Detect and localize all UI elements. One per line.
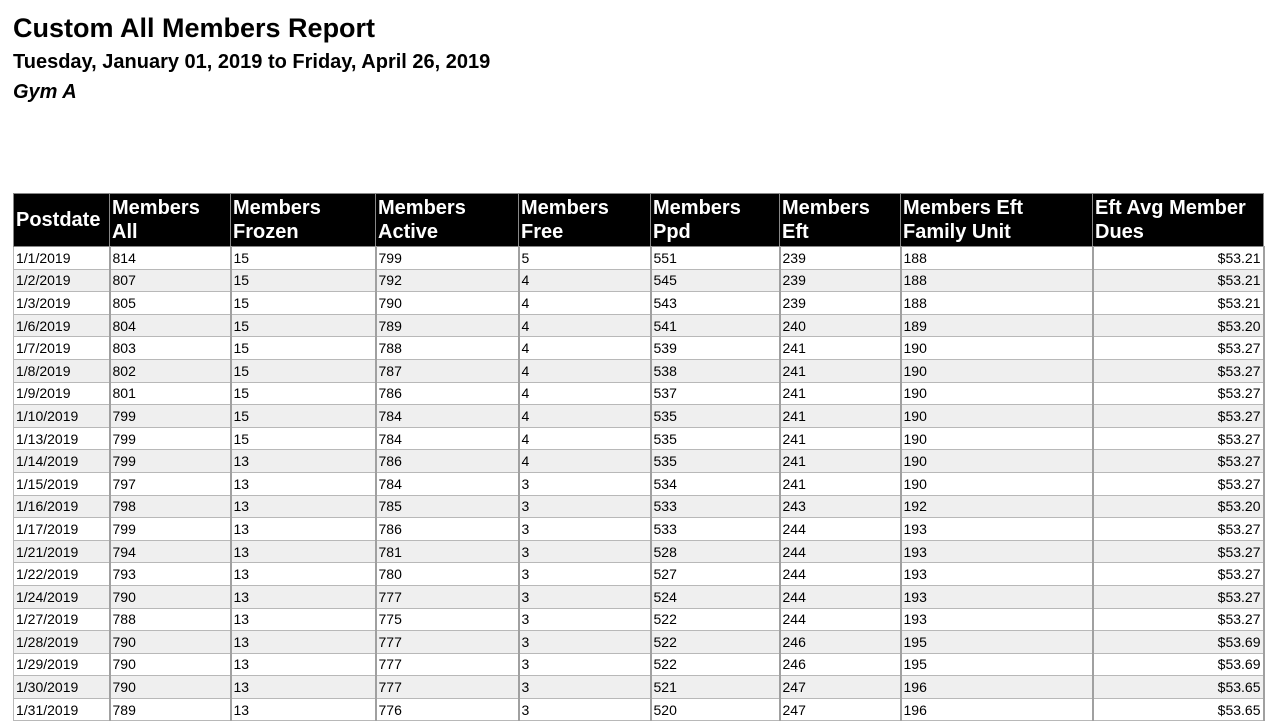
cell-members-frozen: 15 xyxy=(231,382,376,405)
table-row xyxy=(14,631,1264,654)
table-row xyxy=(14,585,1264,608)
cell-members-ppd: 533 xyxy=(651,518,780,541)
cell-members-ppd: 520 xyxy=(651,698,780,721)
cell-members-eft-family-unit: 188 xyxy=(901,247,1093,270)
cell-postdate: 1/2/2019 xyxy=(14,269,110,292)
cell-members-frozen: 13 xyxy=(231,472,376,495)
cell-members-free: 3 xyxy=(519,563,651,586)
cell-members-eft: 244 xyxy=(780,585,901,608)
table-row xyxy=(14,450,1264,473)
table-row xyxy=(14,676,1264,699)
cell-members-eft: 241 xyxy=(780,427,901,450)
cell-members-all: 799 xyxy=(110,405,231,428)
cell-members-all: 801 xyxy=(110,382,231,405)
table-row xyxy=(14,292,1264,315)
cell-members-eft: 243 xyxy=(780,495,901,518)
cell-members-eft-family-unit: 190 xyxy=(901,382,1093,405)
cell-members-active: 777 xyxy=(376,631,519,654)
cell-members-all: 798 xyxy=(110,495,231,518)
cell-members-frozen: 15 xyxy=(231,292,376,315)
cell-members-frozen: 13 xyxy=(231,540,376,563)
cell-members-free: 3 xyxy=(519,495,651,518)
cell-members-active: 786 xyxy=(376,450,519,473)
cell-eft-avg-member-dues: $53.65 xyxy=(1093,676,1264,699)
cell-postdate: 1/6/2019 xyxy=(14,314,110,337)
cell-members-frozen: 13 xyxy=(231,653,376,676)
cell-members-frozen: 13 xyxy=(231,518,376,541)
table-row xyxy=(14,563,1264,586)
table-row xyxy=(14,427,1264,450)
cell-members-all: 807 xyxy=(110,269,231,292)
table-row xyxy=(14,472,1264,495)
cell-members-eft-family-unit: 190 xyxy=(901,337,1093,360)
cell-members-frozen: 15 xyxy=(231,405,376,428)
cell-postdate: 1/21/2019 xyxy=(14,540,110,563)
cell-members-active: 775 xyxy=(376,608,519,631)
cell-members-free: 4 xyxy=(519,359,651,382)
cell-members-eft-family-unit: 193 xyxy=(901,608,1093,631)
cell-members-eft: 244 xyxy=(780,518,901,541)
cell-eft-avg-member-dues: $53.27 xyxy=(1093,359,1264,382)
cell-members-active: 786 xyxy=(376,518,519,541)
cell-eft-avg-member-dues: $53.27 xyxy=(1093,427,1264,450)
table-header-row xyxy=(14,194,1264,247)
cell-members-eft: 240 xyxy=(780,314,901,337)
cell-members-active: 781 xyxy=(376,540,519,563)
cell-members-all: 789 xyxy=(110,698,231,721)
cell-members-all: 793 xyxy=(110,563,231,586)
cell-members-active: 776 xyxy=(376,698,519,721)
cell-members-frozen: 13 xyxy=(231,450,376,473)
cell-members-eft-family-unit: 195 xyxy=(901,631,1093,654)
table-row xyxy=(14,359,1264,382)
report-header xyxy=(13,10,490,106)
cell-members-eft: 246 xyxy=(780,631,901,654)
cell-members-frozen: 15 xyxy=(231,359,376,382)
cell-members-eft: 246 xyxy=(780,653,901,676)
column-header-postdate: Postdate xyxy=(14,194,110,247)
cell-members-all: 797 xyxy=(110,472,231,495)
members-table-container xyxy=(13,193,1263,721)
cell-postdate: 1/8/2019 xyxy=(14,359,110,382)
cell-members-eft: 241 xyxy=(780,337,901,360)
cell-members-all: 794 xyxy=(110,540,231,563)
cell-members-ppd: 545 xyxy=(651,269,780,292)
cell-members-free: 5 xyxy=(519,247,651,270)
column-header-eft-avg-member-dues: Eft Avg Member Dues xyxy=(1093,194,1264,247)
cell-postdate: 1/30/2019 xyxy=(14,676,110,699)
cell-members-frozen: 13 xyxy=(231,563,376,586)
cell-postdate: 1/31/2019 xyxy=(14,698,110,721)
cell-members-ppd: 537 xyxy=(651,382,780,405)
cell-members-eft-family-unit: 192 xyxy=(901,495,1093,518)
table-row xyxy=(14,314,1264,337)
cell-members-free: 4 xyxy=(519,405,651,428)
report-date-range: Tuesday, January 01, 2019 to Friday, April 26, 2019 xyxy=(13,51,491,73)
cell-postdate: 1/15/2019 xyxy=(14,472,110,495)
cell-members-active: 799 xyxy=(376,247,519,270)
cell-members-ppd: 522 xyxy=(651,608,780,631)
cell-eft-avg-member-dues: $53.27 xyxy=(1093,608,1264,631)
table-body xyxy=(14,247,1264,721)
cell-eft-avg-member-dues: $53.27 xyxy=(1093,518,1264,541)
cell-members-ppd: 539 xyxy=(651,337,780,360)
cell-members-ppd: 541 xyxy=(651,314,780,337)
cell-members-eft-family-unit: 196 xyxy=(901,676,1093,699)
cell-members-eft: 241 xyxy=(780,472,901,495)
cell-postdate: 1/17/2019 xyxy=(14,518,110,541)
cell-members-frozen: 15 xyxy=(231,314,376,337)
cell-members-eft: 239 xyxy=(780,269,901,292)
column-header-members-eft: Members Eft xyxy=(780,194,901,247)
cell-eft-avg-member-dues: $53.27 xyxy=(1093,540,1264,563)
cell-members-eft-family-unit: 190 xyxy=(901,450,1093,473)
cell-members-ppd: 527 xyxy=(651,563,780,586)
table-row xyxy=(14,269,1264,292)
report-location: Gym A xyxy=(13,81,77,103)
cell-members-free: 3 xyxy=(519,540,651,563)
cell-members-ppd: 528 xyxy=(651,540,780,563)
cell-members-free: 3 xyxy=(519,653,651,676)
cell-members-all: 790 xyxy=(110,585,231,608)
column-header-members-active: Members Active xyxy=(376,194,519,247)
cell-members-active: 780 xyxy=(376,563,519,586)
cell-members-eft: 244 xyxy=(780,608,901,631)
cell-members-active: 790 xyxy=(376,292,519,315)
cell-eft-avg-member-dues: $53.27 xyxy=(1093,382,1264,405)
column-header-members-frozen: Members Frozen xyxy=(231,194,376,247)
cell-members-frozen: 15 xyxy=(231,247,376,270)
cell-postdate: 1/27/2019 xyxy=(14,608,110,631)
table-row xyxy=(14,337,1264,360)
cell-members-frozen: 13 xyxy=(231,698,376,721)
cell-members-active: 788 xyxy=(376,337,519,360)
cell-members-eft-family-unit: 190 xyxy=(901,405,1093,428)
cell-members-ppd: 533 xyxy=(651,495,780,518)
cell-members-free: 3 xyxy=(519,608,651,631)
cell-members-free: 3 xyxy=(519,676,651,699)
table-row xyxy=(14,405,1264,428)
cell-members-free: 4 xyxy=(519,292,651,315)
cell-members-all: 804 xyxy=(110,314,231,337)
cell-members-eft: 241 xyxy=(780,405,901,428)
table-row xyxy=(14,518,1264,541)
cell-members-active: 777 xyxy=(376,585,519,608)
cell-members-free: 4 xyxy=(519,427,651,450)
cell-members-eft: 239 xyxy=(780,247,901,270)
cell-members-active: 786 xyxy=(376,382,519,405)
cell-members-frozen: 15 xyxy=(231,337,376,360)
cell-members-free: 4 xyxy=(519,450,651,473)
cell-eft-avg-member-dues: $53.27 xyxy=(1093,337,1264,360)
cell-eft-avg-member-dues: $53.27 xyxy=(1093,585,1264,608)
cell-members-free: 3 xyxy=(519,698,651,721)
cell-eft-avg-member-dues: $53.21 xyxy=(1093,247,1264,270)
report-title: Custom All Members Report xyxy=(13,13,376,43)
table-row xyxy=(14,540,1264,563)
cell-members-eft-family-unit: 193 xyxy=(901,585,1093,608)
cell-members-eft-family-unit: 193 xyxy=(901,518,1093,541)
cell-members-active: 792 xyxy=(376,269,519,292)
cell-postdate: 1/24/2019 xyxy=(14,585,110,608)
column-header-members-free: Members Free xyxy=(519,194,651,247)
cell-members-active: 785 xyxy=(376,495,519,518)
cell-members-ppd: 524 xyxy=(651,585,780,608)
cell-members-ppd: 543 xyxy=(651,292,780,315)
cell-members-ppd: 538 xyxy=(651,359,780,382)
cell-eft-avg-member-dues: $53.21 xyxy=(1093,269,1264,292)
cell-members-all: 805 xyxy=(110,292,231,315)
cell-members-eft: 239 xyxy=(780,292,901,315)
cell-members-all: 799 xyxy=(110,518,231,541)
cell-members-free: 3 xyxy=(519,518,651,541)
cell-members-free: 4 xyxy=(519,382,651,405)
cell-postdate: 1/29/2019 xyxy=(14,653,110,676)
cell-eft-avg-member-dues: $53.27 xyxy=(1093,472,1264,495)
cell-members-eft: 244 xyxy=(780,540,901,563)
cell-members-active: 777 xyxy=(376,676,519,699)
cell-eft-avg-member-dues: $53.69 xyxy=(1093,653,1264,676)
cell-members-active: 787 xyxy=(376,359,519,382)
cell-members-eft: 241 xyxy=(780,359,901,382)
cell-members-ppd: 535 xyxy=(651,405,780,428)
cell-postdate: 1/16/2019 xyxy=(14,495,110,518)
cell-members-active: 777 xyxy=(376,653,519,676)
column-header-members-ppd: Members Ppd xyxy=(651,194,780,247)
cell-members-all: 803 xyxy=(110,337,231,360)
cell-members-free: 4 xyxy=(519,269,651,292)
cell-members-eft-family-unit: 196 xyxy=(901,698,1093,721)
table-row xyxy=(14,247,1264,270)
cell-members-frozen: 15 xyxy=(231,269,376,292)
cell-eft-avg-member-dues: $53.27 xyxy=(1093,450,1264,473)
cell-eft-avg-member-dues: $53.20 xyxy=(1093,314,1264,337)
cell-members-eft-family-unit: 190 xyxy=(901,427,1093,450)
cell-members-free: 3 xyxy=(519,472,651,495)
cell-members-all: 814 xyxy=(110,247,231,270)
cell-eft-avg-member-dues: $53.20 xyxy=(1093,495,1264,518)
cell-members-ppd: 551 xyxy=(651,247,780,270)
cell-members-ppd: 522 xyxy=(651,653,780,676)
cell-eft-avg-member-dues: $53.21 xyxy=(1093,292,1264,315)
cell-members-frozen: 13 xyxy=(231,495,376,518)
cell-members-eft-family-unit: 190 xyxy=(901,472,1093,495)
cell-eft-avg-member-dues: $53.69 xyxy=(1093,631,1264,654)
cell-members-free: 3 xyxy=(519,631,651,654)
cell-members-active: 789 xyxy=(376,314,519,337)
cell-members-eft: 241 xyxy=(780,382,901,405)
cell-members-frozen: 13 xyxy=(231,608,376,631)
cell-members-eft-family-unit: 193 xyxy=(901,563,1093,586)
cell-members-eft-family-unit: 189 xyxy=(901,314,1093,337)
cell-eft-avg-member-dues: $53.65 xyxy=(1093,698,1264,721)
cell-members-ppd: 535 xyxy=(651,427,780,450)
cell-postdate: 1/13/2019 xyxy=(14,427,110,450)
cell-postdate: 1/3/2019 xyxy=(14,292,110,315)
cell-postdate: 1/28/2019 xyxy=(14,631,110,654)
cell-members-eft: 247 xyxy=(780,676,901,699)
table-row xyxy=(14,608,1264,631)
cell-members-frozen: 13 xyxy=(231,585,376,608)
cell-members-ppd: 522 xyxy=(651,631,780,654)
cell-members-free: 4 xyxy=(519,314,651,337)
table-row xyxy=(14,382,1264,405)
column-header-members-all: Members All xyxy=(110,194,231,247)
cell-members-free: 4 xyxy=(519,337,651,360)
cell-members-eft-family-unit: 195 xyxy=(901,653,1093,676)
table-row xyxy=(14,653,1264,676)
cell-members-active: 784 xyxy=(376,405,519,428)
cell-members-active: 784 xyxy=(376,472,519,495)
cell-members-eft: 241 xyxy=(780,450,901,473)
cell-members-all: 802 xyxy=(110,359,231,382)
cell-members-all: 799 xyxy=(110,450,231,473)
cell-members-eft-family-unit: 190 xyxy=(901,359,1093,382)
cell-members-all: 790 xyxy=(110,676,231,699)
cell-members-active: 784 xyxy=(376,427,519,450)
cell-postdate: 1/7/2019 xyxy=(14,337,110,360)
cell-members-eft: 247 xyxy=(780,698,901,721)
cell-members-all: 790 xyxy=(110,653,231,676)
table-row xyxy=(14,698,1264,721)
cell-members-eft-family-unit: 188 xyxy=(901,269,1093,292)
cell-members-frozen: 15 xyxy=(231,427,376,450)
cell-members-eft-family-unit: 193 xyxy=(901,540,1093,563)
cell-members-eft: 244 xyxy=(780,563,901,586)
cell-postdate: 1/9/2019 xyxy=(14,382,110,405)
cell-members-all: 799 xyxy=(110,427,231,450)
cell-members-frozen: 13 xyxy=(231,631,376,654)
cell-members-all: 790 xyxy=(110,631,231,654)
members-table xyxy=(13,193,1265,721)
cell-members-all: 788 xyxy=(110,608,231,631)
cell-members-free: 3 xyxy=(519,585,651,608)
cell-postdate: 1/1/2019 xyxy=(14,247,110,270)
cell-members-ppd: 534 xyxy=(651,472,780,495)
cell-postdate: 1/22/2019 xyxy=(14,563,110,586)
cell-members-ppd: 521 xyxy=(651,676,780,699)
cell-members-ppd: 535 xyxy=(651,450,780,473)
cell-eft-avg-member-dues: $53.27 xyxy=(1093,563,1264,586)
cell-postdate: 1/14/2019 xyxy=(14,450,110,473)
cell-members-frozen: 13 xyxy=(231,676,376,699)
table-row xyxy=(14,495,1264,518)
cell-members-eft-family-unit: 188 xyxy=(901,292,1093,315)
cell-eft-avg-member-dues: $53.27 xyxy=(1093,405,1264,428)
column-header-members-eft-family-unit: Members Eft Family Unit xyxy=(901,194,1093,247)
cell-postdate: 1/10/2019 xyxy=(14,405,110,428)
